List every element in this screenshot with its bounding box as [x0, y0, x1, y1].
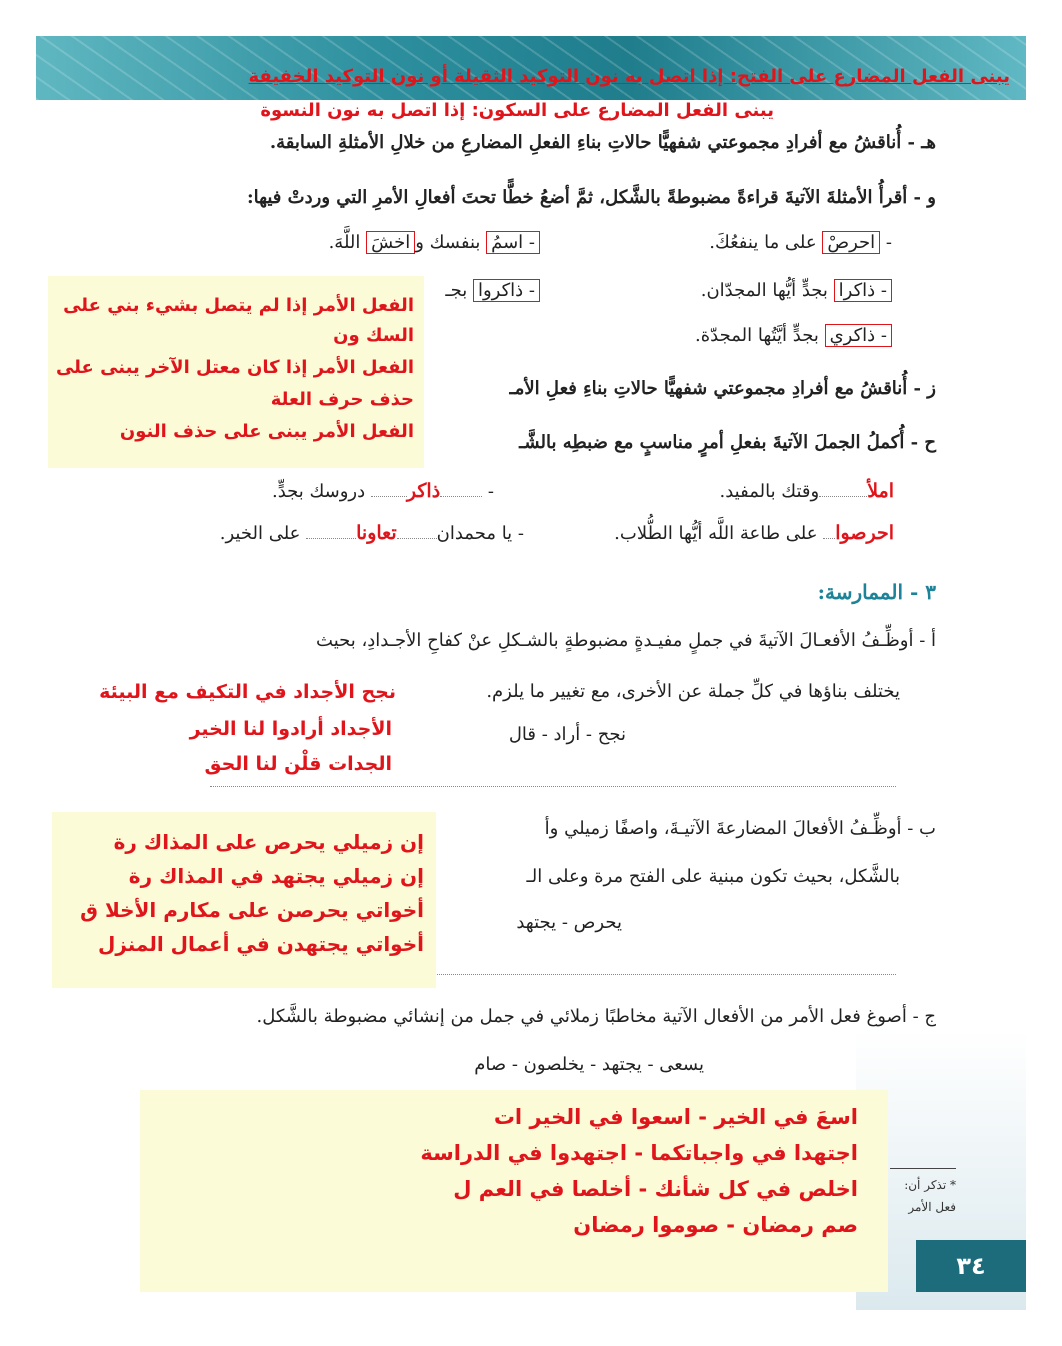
page-number: ٣٤: [916, 1240, 1026, 1292]
example-1-left: - اسمُ بنفسك واخشَ اللَّهَ.: [329, 232, 540, 253]
fill-sentence-2: - ذاكر دروسك بجدٍّ.: [271, 480, 494, 502]
fill-sentence-3: احرصوا على طاعة اللَّه أيُّها الطُّلاب.: [614, 522, 894, 544]
fill-sentence-1: املأوقتك بالمفيد.: [719, 480, 894, 502]
practice-a-verbs: نجح - أراد - قال: [508, 724, 626, 745]
practice-c-verbs: يسعى - يجتهد - يخلصون - صام: [474, 1054, 704, 1075]
practice-a-line-1: أ - أوظِّـفُ الأفعـالَ الآتيةَ في جملٍ مفيـدةٍ مضبوطةٍ بالشـكلِ عنْ كفاحِ الأجـدادِ، بحيث: [316, 630, 936, 651]
practice-a-answer-1: نجح الأجداد في التكيف مع البيئة: [99, 681, 396, 703]
question-h2: ح - أُكملُ الجملَ الآتيةَ بفعلِ أمرٍ مناسبٍ مع ضبطِه بالشَّـ: [519, 432, 936, 453]
imperative-box: - اسمُ: [486, 231, 540, 254]
fill-sentence-4: - يا محمدانتعاونا على الخير.: [219, 522, 524, 544]
question-z: ز - أُناقشُ مع أفرادِ مجموعتي شفهيًّا حالاتِ بناءِ فعلِ الأمـ: [509, 378, 936, 399]
answer-word: تعاونا: [356, 522, 397, 544]
practice-a-answer-2: الأجداد أرادوا لنا الخير: [189, 718, 392, 740]
answer-word: املأ: [867, 480, 894, 502]
answer-note-3: اسعَ في الخير - اسعوا في الخير ات اجتهدا في واجباتكما - اجتهدوا في الدراسة اخلص في كل شأنك - أخلصا في العم ل صم رمضان - صوموا رمضان: [140, 1090, 888, 1292]
rule-line-1: يبنى الفعل المضارع على الفتح: إذا اتصل به نون التوكيد الثقيلة أو نون التوكيد الخفيفة: [248, 66, 1010, 87]
imperative-box: اخشَ: [366, 231, 415, 254]
practice-a-line-2: يختلف بناؤها في كلِّ جملة عن الأخرى، مع تغيير ما يلزم.: [486, 681, 900, 702]
practice-b-line-1: ب - أوظِّـفُ الأفعالَ المضارعةَ الآتيـةَ، واصفًا زميلي وأ: [544, 818, 936, 839]
answer-word: احرصوا: [835, 522, 894, 544]
example-2-left: - ذاكروا بجـ: [445, 280, 540, 301]
footnote-rule: [890, 1168, 956, 1169]
answer-word: ذاكر: [406, 480, 441, 502]
rule-line-2: يبنى الفعل المضارع على السكون: إذا اتصل به نون النسوة: [260, 100, 774, 121]
practice-a-answer-3: الجدات قلْن لنا الحق: [204, 753, 392, 775]
imperative-box: - ذاكري: [825, 324, 892, 347]
imperative-box: احرصْ: [822, 231, 880, 254]
answer-note-1: الفعل الأمر إذا لم يتصل بشيء بني على السك ون الفعل الأمر إذا كان معتل الآخر يبنى على حذف حرف العلة الفعل الأمر يبنى على حذف النون: [48, 276, 424, 468]
example-1-right: - احرصْ على ما ينفعُكَ.: [709, 232, 892, 253]
practice-b-line-2: بالشَّكل، بحيث تكون مبنية على الفتح مرة وعلى الـ: [526, 866, 900, 887]
imperative-box: - ذاكرا: [834, 279, 892, 302]
practice-heading: ٣ - الممارسة:: [817, 580, 936, 604]
answer-line: [210, 786, 896, 787]
footnote-line-2: فعل الأمر: [908, 1200, 956, 1214]
practice-c-line-1: ج - أصوغ فعل الأمر من الأفعال الآتية مخاطبًا زملائي في جمل من إنشائي مضبوطة بالشَّكل.: [256, 1006, 936, 1027]
example-3-right: - ذاكري بجدٍّ أيَّتُها المجدّة.: [695, 325, 892, 346]
practice-b-verbs: يحرص - يجتهد: [516, 912, 622, 933]
question-h: هـ - أُناقشُ مع أفرادِ مجموعتي شفهيًّا حالاتِ بناءِ الفعلِ المضارعِ من خلالِ الأمثلةِ السابقة.: [269, 132, 936, 153]
answer-note-2: إن زميلي يحرص على المذاك رة إن زميلي يجتهد في المذاك رة أخواتي يحرصن على مكارم الأخلا ق أخواتي يجتهدن في أعمال المنزل: [52, 812, 436, 988]
question-w: و - أقرأُ الأمثلةَ الآتيةَ قراءةً مضبوطةً بالشَّكل، ثمَّ أضعُ خطًّا تحتَ أفعالِ الأمرِ التي وردتْ فيها:: [246, 187, 936, 208]
footnote-line-1: * تذكر أن:: [904, 1178, 956, 1192]
example-2-right: - ذاكرا بجدٍّ أيُّها المجدّان.: [701, 280, 892, 301]
imperative-box: - ذاكروا: [473, 279, 540, 302]
